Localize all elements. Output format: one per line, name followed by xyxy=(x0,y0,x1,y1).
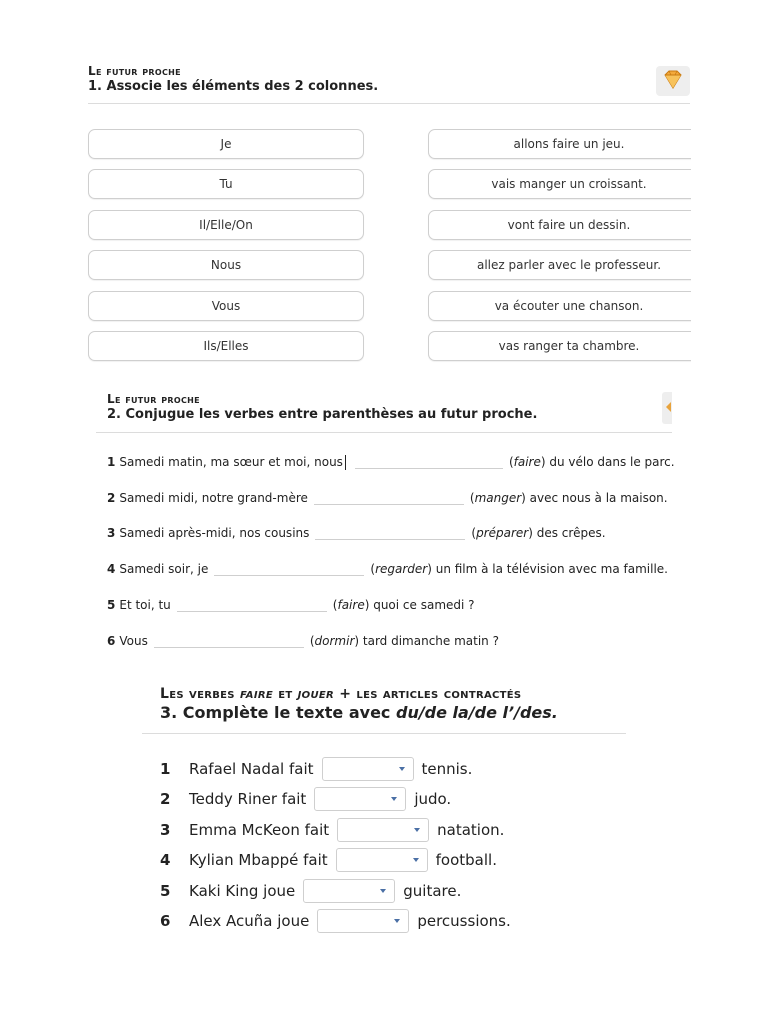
chevron-down-icon xyxy=(391,797,397,801)
sentence-end: tennis. xyxy=(421,760,473,778)
chevron-down-icon xyxy=(394,919,400,923)
section2-subtitle: Le futur proche xyxy=(107,392,200,406)
item-number: 6 xyxy=(107,634,116,648)
article-dropdown[interactable] xyxy=(317,909,409,933)
sentence-start: Et toi, tu xyxy=(119,598,171,612)
match-right-item[interactable]: va écouter une chanson. xyxy=(428,291,691,321)
fill-row xyxy=(160,818,504,842)
chevron-down-icon xyxy=(399,767,405,771)
title-text: 3. Complète le texte avec xyxy=(160,703,391,722)
chevron-down-icon xyxy=(414,828,420,832)
sentence-start: Samedi soir, je xyxy=(119,562,209,576)
match-left-item[interactable]: Je xyxy=(88,129,364,159)
article-dropdown[interactable] xyxy=(303,879,395,903)
fill-row xyxy=(160,879,461,903)
section3-title xyxy=(160,703,558,722)
item-number: 2 xyxy=(107,491,116,505)
fill-row xyxy=(160,909,511,933)
sentence-start: Alex Acuña joue xyxy=(189,912,310,930)
sentence-start: Vous xyxy=(119,634,148,648)
subtitle-text: Les verbes xyxy=(160,686,235,702)
section1-title: 1. Associe les éléments des 2 colonnes. xyxy=(88,79,379,94)
verb-hint: regarder xyxy=(375,562,428,576)
sentence-start: Samedi midi, notre grand-mère xyxy=(119,491,308,505)
conjugate-row: 6 Vous ( dormir ) tard dimanche matin ? xyxy=(107,634,499,648)
match-right-item[interactable]: vas ranger ta chambre. xyxy=(428,331,691,361)
article-dropdown[interactable] xyxy=(314,787,406,811)
sentence-end: des crêpes. xyxy=(536,526,606,540)
sentence-start: Samedi matin, ma sœur et moi, nous xyxy=(119,455,343,469)
article-dropdown[interactable] xyxy=(322,757,414,781)
subtitle-verb: faire xyxy=(239,686,273,702)
sentence-end: tard dimanche matin ? xyxy=(362,634,499,648)
sentence-end: guitare. xyxy=(403,882,462,900)
fill-row xyxy=(160,757,472,781)
item-number: 3 xyxy=(160,821,171,839)
item-number: 5 xyxy=(107,598,116,612)
sentence-start: Emma McKeon fait xyxy=(189,821,330,839)
item-number: 1 xyxy=(160,760,171,778)
gem-icon[interactable] xyxy=(656,66,690,96)
sentence-start: Samedi après-midi, nos cousins xyxy=(119,526,310,540)
verb-hint: faire xyxy=(337,598,365,612)
verb-hint: préparer xyxy=(476,526,529,540)
chevron-down-icon xyxy=(380,889,386,893)
title-articles: du/de la/de l’/des. xyxy=(395,703,558,722)
item-number: 5 xyxy=(160,882,171,900)
match-right-item[interactable]: allons faire un jeu. xyxy=(428,129,691,159)
text-cursor xyxy=(345,455,346,470)
sentence-end: football. xyxy=(435,851,497,869)
match-left-item[interactable]: Nous xyxy=(88,250,364,280)
section-associate xyxy=(0,0,691,380)
section1-subtitle: Le futur proche xyxy=(88,64,181,78)
subtitle-text: et xyxy=(278,686,293,702)
match-left-item[interactable]: Il/Elle/On xyxy=(88,210,364,240)
section2-title: 2. Conjugue les verbes entre parenthèses au futur proche. xyxy=(107,407,538,422)
sentence-end: judo. xyxy=(414,790,452,808)
answer-field[interactable] xyxy=(355,454,503,469)
subtitle-verb: jouer xyxy=(297,686,335,702)
subtitle-text: + les articles contractés xyxy=(339,686,522,702)
answer-field[interactable] xyxy=(314,490,464,505)
conjugate-row: 5 Et toi, tu ( faire ) quoi ce samedi ? xyxy=(107,598,475,612)
answer-field[interactable] xyxy=(214,561,364,576)
sentence-end: natation. xyxy=(437,821,505,839)
verb-hint: faire xyxy=(513,455,541,469)
item-number: 3 xyxy=(107,526,116,540)
item-number: 6 xyxy=(160,912,171,930)
answer-field[interactable] xyxy=(315,525,465,540)
verb-hint: manger xyxy=(474,491,522,505)
article-dropdown[interactable] xyxy=(337,818,429,842)
item-number: 1 xyxy=(107,455,116,469)
item-number: 2 xyxy=(160,790,171,808)
answer-field[interactable] xyxy=(177,597,327,612)
section3-subtitle xyxy=(160,686,521,702)
sentence-start: Kaki King joue xyxy=(189,882,296,900)
side-tab-icon[interactable] xyxy=(662,392,672,424)
fill-row xyxy=(160,848,497,872)
fill-row xyxy=(160,787,451,811)
divider xyxy=(142,733,626,734)
divider xyxy=(96,432,672,433)
match-right-item[interactable]: allez parler avec le professeur. xyxy=(428,250,691,280)
divider xyxy=(88,103,690,104)
conjugate-row: 4 Samedi soir, je ( regarder ) un film à la télévision avec ma famille. xyxy=(107,562,668,576)
conjugate-row: 2 Samedi midi, notre grand-mère ( manger ) avec nous à la maison. xyxy=(107,491,668,505)
match-left-item[interactable]: Vous xyxy=(88,291,364,321)
sentence-start: Rafael Nadal fait xyxy=(189,760,314,778)
match-right-item[interactable]: vont faire un dessin. xyxy=(428,210,691,240)
match-right-item[interactable]: vais manger un croissant. xyxy=(428,169,691,199)
sentence-end: un film à la télévision avec ma famille. xyxy=(435,562,668,576)
article-dropdown[interactable] xyxy=(336,848,428,872)
sentence-end: quoi ce samedi ? xyxy=(373,598,475,612)
item-number: 4 xyxy=(160,851,171,869)
sentence-end: avec nous à la maison. xyxy=(529,491,668,505)
sentence-start: Kylian Mbappé fait xyxy=(189,851,328,869)
answer-field[interactable] xyxy=(154,633,304,648)
sentence-end: du vélo dans le parc. xyxy=(549,455,675,469)
sentence-start: Teddy Riner fait xyxy=(189,790,307,808)
verb-hint: dormir xyxy=(314,634,355,648)
item-number: 4 xyxy=(107,562,116,576)
conjugate-row: 1 Samedi matin, ma sœur et moi, nous ( faire ) du vélo dans le parc. xyxy=(107,455,675,469)
chevron-down-icon xyxy=(413,858,419,862)
conjugate-row: 3 Samedi après-midi, nos cousins ( préparer ) des crêpes. xyxy=(107,526,606,540)
match-left-item[interactable]: Ils/Elles xyxy=(88,331,364,361)
match-left-item[interactable]: Tu xyxy=(88,169,364,199)
sentence-end: percussions. xyxy=(417,912,511,930)
